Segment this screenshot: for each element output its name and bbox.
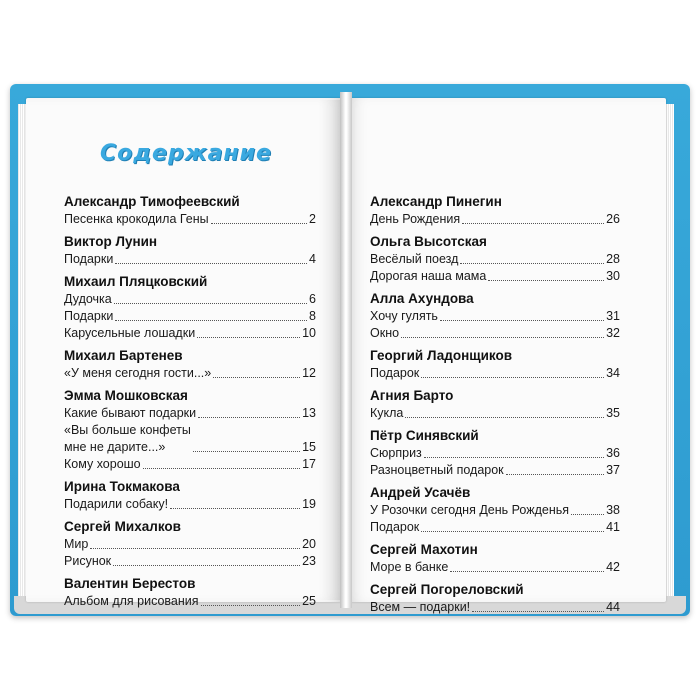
toc-entry-title: Песенка крокодила Гены — [64, 212, 209, 226]
dot-leader — [114, 302, 307, 304]
toc-entry[interactable] — [64, 405, 316, 422]
toc-page-number: 28 — [606, 252, 620, 266]
dot-leader — [115, 319, 307, 321]
toc-entry[interactable] — [370, 462, 620, 479]
toc-page-number: 42 — [606, 560, 620, 574]
toc-entry-title: «У меня сегодня гости...» — [64, 366, 212, 380]
toc-author: Михаил Пляцковский — [64, 274, 208, 289]
toc-author: Андрей Усачёв — [370, 485, 471, 500]
toc-entry-title: Дудочка — [64, 292, 112, 306]
toc-entry[interactable] — [64, 291, 316, 308]
toc-page-number: 8 — [309, 309, 316, 323]
toc-entry-title: Подарки — [64, 309, 114, 323]
dot-leader — [506, 473, 604, 475]
toc-entry-title: Весёлый поезд — [370, 252, 459, 266]
toc-entry-title: Хочу гулять — [370, 309, 438, 323]
book-spine — [340, 92, 352, 608]
toc-page-number: 41 — [606, 520, 620, 534]
toc-entry-title: Разноцветный подарок — [370, 463, 504, 477]
toc-author: Эмма Мошковская — [64, 388, 188, 403]
dot-leader — [421, 530, 604, 532]
gutter-shadow — [318, 100, 342, 600]
toc-entry[interactable] — [64, 325, 316, 342]
toc-right-column — [370, 192, 620, 616]
toc-page-number: 20 — [302, 537, 316, 551]
toc-page-number: 23 — [302, 554, 316, 568]
toc-entry-title: «Вы больше конфеты мне не дарите...» — [64, 423, 191, 454]
dot-leader — [401, 336, 604, 338]
toc-entry-title: Сюрприз — [370, 446, 422, 460]
toc-entry[interactable] — [370, 325, 620, 342]
toc-entry-title: Окно — [370, 326, 400, 340]
dot-leader — [90, 547, 300, 549]
toc-author: Алла Ахундова — [370, 291, 474, 306]
toc-entry-title: Рисунок — [64, 554, 112, 568]
toc-entry-title: Подарок — [370, 520, 420, 534]
toc-entry[interactable] — [64, 593, 316, 610]
toc-entry-title: Карусельные лошадки — [64, 326, 196, 340]
toc-page-number: 32 — [606, 326, 620, 340]
toc-entry-title: Дорогая наша мама — [370, 269, 487, 283]
dot-leader — [197, 336, 300, 338]
toc-author: Сергей Махотин — [370, 542, 478, 557]
toc-page-number: 37 — [606, 463, 620, 477]
dot-leader — [198, 416, 300, 418]
toc-author: Сергей Погореловский — [370, 582, 524, 597]
toc-author: Ольга Высотская — [370, 234, 487, 249]
dot-leader — [424, 456, 604, 458]
right-page-edges — [666, 104, 674, 596]
dot-leader — [460, 262, 604, 264]
toc-author: Ирина Токмакова — [64, 479, 180, 494]
toc-author: Георгий Ладонщиков — [370, 348, 513, 363]
toc-entry-title: Мир — [64, 537, 89, 551]
toc-entry-title: Кому хорошо — [64, 457, 141, 471]
toc-entry-title: Подарили собаку! — [64, 497, 169, 511]
toc-entry-title: У Розочки сегодня День Рожденья — [370, 503, 570, 517]
toc-author: Пётр Синявский — [370, 428, 479, 443]
toc-page-number: 15 — [302, 440, 316, 454]
toc-entry-title: Какие бывают подарки — [64, 406, 197, 420]
dot-leader — [421, 376, 604, 378]
toc-entry-title: Подарки — [64, 252, 114, 266]
toc-page-number: 12 — [302, 366, 316, 380]
toc-entry[interactable] — [370, 445, 620, 462]
toc-page-number: 31 — [606, 309, 620, 323]
toc-author: Александр Пинегин — [370, 194, 502, 209]
dot-leader — [193, 450, 300, 452]
toc-entry-title: Альбом для рисования — [64, 594, 199, 608]
toc-entry[interactable] — [370, 365, 620, 382]
toc-entry[interactable] — [370, 211, 620, 228]
dot-leader — [201, 604, 301, 606]
toc-page-number: 44 — [606, 600, 620, 614]
dot-leader — [405, 416, 604, 418]
toc-page-number: 34 — [606, 366, 620, 380]
dot-leader — [440, 319, 604, 321]
toc-page-number: 4 — [309, 252, 316, 266]
dot-leader — [113, 564, 300, 566]
toc-entry[interactable] — [64, 456, 316, 473]
toc-author: Валентин Берестов — [64, 576, 196, 591]
toc-entry[interactable] — [370, 405, 620, 422]
toc-entry[interactable] — [370, 308, 620, 325]
dot-leader — [472, 610, 604, 612]
dot-leader — [571, 513, 604, 515]
toc-entry-title: Всем — подарки! — [370, 600, 471, 614]
toc-author: Михаил Бартенев — [64, 348, 183, 363]
toc-entry[interactable] — [64, 211, 316, 228]
toc-entry[interactable] — [64, 553, 316, 570]
toc-entry[interactable] — [370, 519, 620, 536]
toc-entry[interactable] — [370, 599, 620, 616]
dot-leader — [115, 262, 307, 264]
toc-entry[interactable] — [64, 251, 316, 268]
contents-heading: Содержание — [100, 141, 272, 166]
toc-entry[interactable] — [370, 251, 620, 268]
toc-entry-title: Кукла — [370, 406, 404, 420]
dot-leader — [211, 222, 307, 224]
toc-entry[interactable] — [370, 559, 620, 576]
toc-entry[interactable] — [64, 365, 316, 382]
toc-page-number: 26 — [606, 212, 620, 226]
toc-entry-title: Море в банке — [370, 560, 449, 574]
toc-page-number: 2 — [309, 212, 316, 226]
left-page-edges — [18, 104, 26, 596]
toc-entry[interactable] — [64, 496, 316, 513]
toc-author: Александр Тимофеевский — [64, 194, 240, 209]
dot-leader — [213, 376, 300, 378]
toc-entry-title: День Рождения — [370, 212, 461, 226]
dot-leader — [462, 222, 604, 224]
toc-entry[interactable] — [370, 268, 620, 285]
toc-entry[interactable] — [370, 502, 620, 519]
toc-page-number: 17 — [302, 457, 316, 471]
toc-page-number: 6 — [309, 292, 316, 306]
toc-author: Сергей Михалков — [64, 519, 181, 534]
toc-left-column — [64, 192, 316, 610]
toc-page-number: 35 — [606, 406, 620, 420]
toc-page-number: 19 — [302, 497, 316, 511]
toc-author: Агния Барто — [370, 388, 454, 403]
toc-page-number: 30 — [606, 269, 620, 283]
toc-page-number: 13 — [302, 406, 316, 420]
dot-leader — [450, 570, 604, 572]
toc-author: Виктор Лунин — [64, 234, 158, 249]
toc-page-number: 36 — [606, 446, 620, 460]
toc-entry[interactable] — [64, 422, 316, 456]
toc-entry-title: Подарок — [370, 366, 420, 380]
toc-page-number: 25 — [302, 594, 316, 608]
dot-leader — [143, 467, 300, 469]
dot-leader — [170, 507, 300, 509]
toc-page-number: 38 — [606, 503, 620, 517]
toc-entry[interactable] — [64, 536, 316, 553]
toc-entry[interactable] — [64, 308, 316, 325]
toc-page-number: 10 — [302, 326, 316, 340]
dot-leader — [488, 279, 604, 281]
